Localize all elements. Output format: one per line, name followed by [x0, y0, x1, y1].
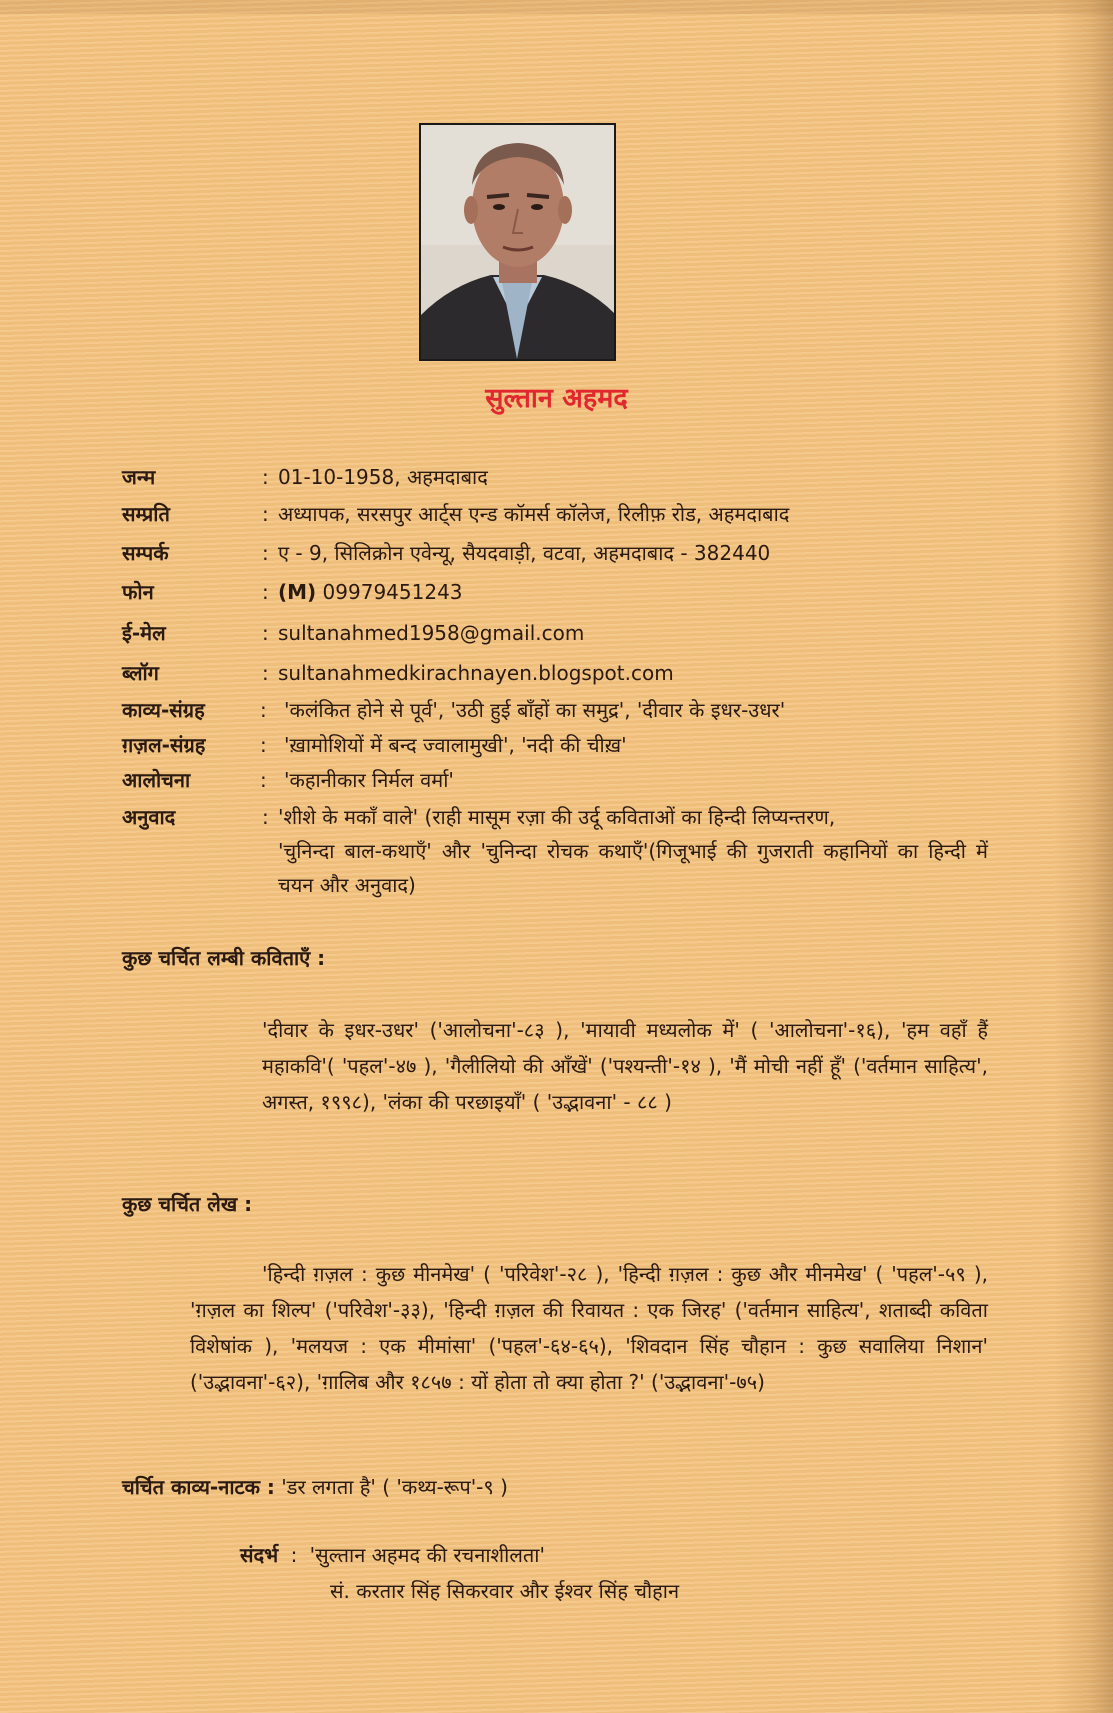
- detail-value: 'कहानीकार निर्मल वर्मा': [284, 768, 454, 792]
- detail-label: अनुवाद: [122, 805, 176, 829]
- poems-heading: कुछ चर्चित लम्बी कविताएँ :: [122, 946, 326, 970]
- reference-editors: सं. करतार सिंह सिकरवार और ईश्वर सिंह चौहान: [330, 1579, 680, 1603]
- reference-title: 'सुल्तान अहमद की रचनाशीलता': [309, 1543, 545, 1567]
- detail-value: ए - 9, सिलिक्रोन एवेन्यू, सैयदवाड़ी, वटवा, अहमदाबाद - 382440: [278, 541, 771, 565]
- detail-label: सम्पर्क: [122, 541, 169, 565]
- phone-type: (M): [278, 580, 317, 604]
- detail-label: आलोचना: [122, 768, 191, 792]
- detail-separator: :: [262, 805, 269, 829]
- page-edge-top: [0, 0, 1113, 14]
- detail-value: [278, 575, 463, 609]
- detail-label: ई-मेल: [122, 621, 166, 645]
- detail-separator: :: [262, 502, 269, 526]
- detail-label: सम्प्रति: [122, 502, 170, 526]
- phone-number: 09979451243: [322, 580, 463, 604]
- articles-text: 'हिन्दी ग़ज़ल : कुछ मीनमेख' ( 'परिवेश'-२८ ), 'हिन्दी ग़ज़ल : कुछ और मीनमेख' ( 'पहल'-५९ ), 'ग़ज़ल का शिल्प' ('परिवेश'-३३), 'हिन्दी ग़ज़ल की रिवायत : एक जिरह' ('वर्तमान साहित्य', शताब्दी कविता विशेषांक ), 'मलयज : एक मीमांसा' ('पहल'-६४-६५), 'शिवदान सिंह चौहान : कुछ सवालिया निशान' ('उद्भावना'-६२), 'ग़ालिब और १८५७ : यों होता तो क्या होता ?' ('उद्भावना'-७५): [190, 1262, 988, 1394]
- detail-label: ग़ज़ल-संग्रह: [122, 733, 206, 757]
- detail-value: अध्यापक, सरसपुर आर्ट्स एन्ड कॉमर्स कॉलेज, रिलीफ़ रोड, अहमदाबाद: [278, 502, 790, 526]
- detail-separator: :: [260, 768, 267, 792]
- detail-separator: :: [262, 621, 269, 645]
- author-name: सुल्तान अहमद: [485, 383, 628, 414]
- detail-separator: :: [262, 580, 269, 604]
- articles-heading: कुछ चर्चित लेख :: [122, 1192, 253, 1216]
- reference-separator: :: [290, 1543, 298, 1567]
- detail-value: 01-10-1958, अहमदाबाद: [278, 465, 488, 489]
- detail-separator: :: [262, 661, 269, 685]
- detail-separator: :: [262, 465, 269, 489]
- detail-label: काव्य-संग्रह: [122, 698, 205, 722]
- drama-value: 'डर लगता है' ( 'कथ्य-रूप'-९ ): [281, 1475, 508, 1499]
- detail-separator: :: [260, 698, 267, 722]
- drama-label: चर्चित काव्य-नाटक :: [122, 1475, 275, 1499]
- detail-value: 'ख़ामोशियों में बन्द ज्वालामुखी', 'नदी की चीख़': [284, 733, 627, 757]
- email-link[interactable]: sultanahmed1958@gmail.com: [278, 621, 585, 645]
- detail-label: जन्म: [122, 465, 156, 489]
- page-edge-right: [1055, 0, 1113, 1713]
- detail-separator: :: [260, 733, 267, 757]
- detail-separator: :: [262, 541, 269, 565]
- detail-label: फोन: [122, 580, 154, 604]
- blog-link[interactable]: sultanahmedkirachnayen.blogspot.com: [278, 661, 674, 685]
- author-photo: [419, 123, 616, 361]
- detail-label: ब्लॉग: [122, 661, 159, 685]
- detail-value: 'कलंकित होने से पूर्व', 'उठी हुई बाँहों का समुद्र', 'दीवार के इधर-उधर': [284, 698, 786, 722]
- translation-continuation: 'चुनिन्दा बाल-कथाएँ' और 'चुनिन्दा रोचक कथाएँ'(गिजूभाई की गुजराती कहानियों का हिन्दी में चयन और अनुवाद): [278, 839, 988, 897]
- drama-row: [122, 1470, 508, 1504]
- reference-label: संदर्भ: [240, 1543, 279, 1567]
- reference-row: [240, 1538, 545, 1572]
- author-portrait-image: [421, 125, 614, 359]
- poems-text: 'दीवार के इधर-उधर' ('आलोचना'-८३ ), 'मायावी मध्यलोक में' ( 'आलोचना'-१६), 'हम वहाँ हैं महाकवि'( 'पहल'-४७ ), 'गैलीलियो की आँखें' ('पश्यन्ती'-१४ ), 'मैं मोची नहीं हूँ' ('वर्तमान साहित्य', अगस्त, १९९८), 'लंका की परछाइयाँ' ( 'उद्भावना' - ८८ ): [262, 1018, 988, 1114]
- detail-value: 'शीशे के मकाँ वाले' (राही मासूम रज़ा की उर्दू कविताओं का हिन्दी लिप्यन्तरण,: [278, 805, 836, 829]
